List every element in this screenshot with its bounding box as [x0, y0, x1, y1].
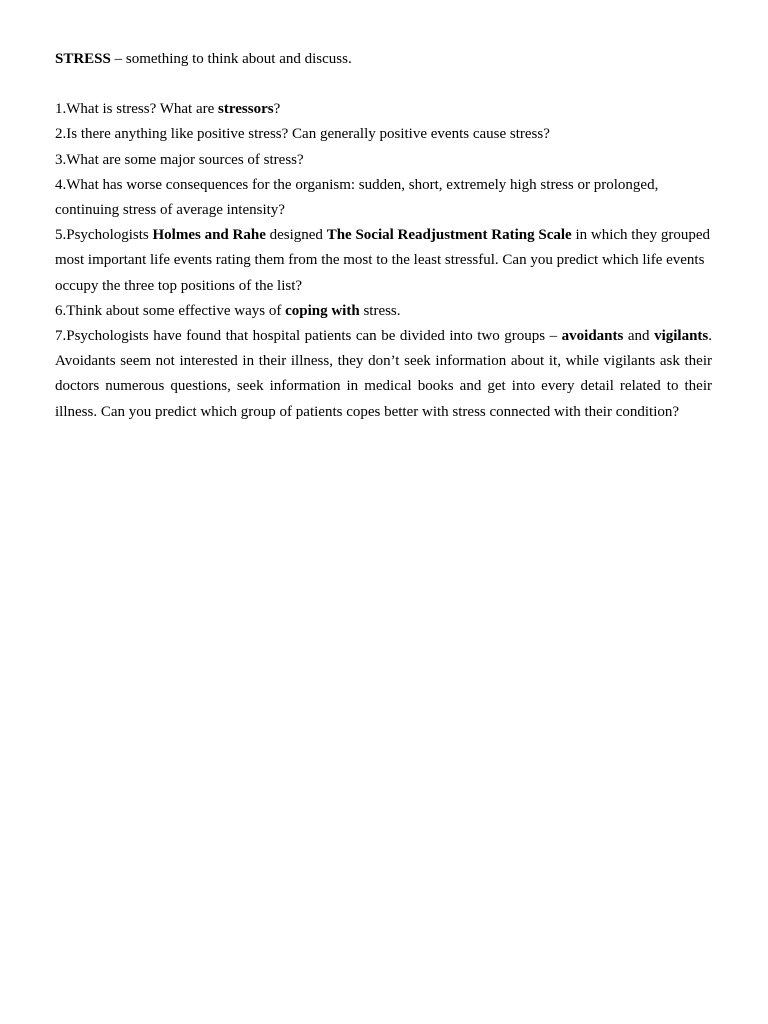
question-6 — [55, 299, 712, 324]
question-7-text-rest: . Avoidants seem not interested in their illness, they don’t seek information about it, while vigilants ask their doctors numerous questions, seek information in medical books and get into every detail related to their illness. Can you predict which group of patients copes better with stress connected with their condition? — [55, 328, 712, 420]
question-1-text: 1.What is stress? What are — [55, 101, 219, 118]
question-7-term-avoidants: avoidants — [561, 328, 624, 345]
question-1-end: ? — [273, 101, 281, 118]
heading-title: STRESS — [55, 51, 111, 67]
question-6-term-coping: coping with — [285, 302, 360, 319]
question-5-term-holmes-rahe: Holmes and Rahe — [152, 227, 266, 244]
question-6-text: 6.Think about some effective ways of — [55, 302, 286, 319]
question-7-text-and: and — [623, 328, 655, 345]
question-3-text: 3.What are some major sources of stress? — [55, 151, 304, 168]
question-2 — [55, 122, 712, 147]
document-page — [55, 47, 712, 425]
question-3 — [55, 148, 712, 173]
question-1-term-stressors: stressors — [218, 101, 274, 118]
question-4-text: 4.What has worse consequences for the organism: sudden, short, extremely high stress or prolonged, continuing stress of average intensity? — [55, 176, 659, 219]
question-5 — [55, 223, 712, 299]
question-list — [55, 97, 712, 425]
question-2-text: 2.Is there anything like positive stress? Can generally positive events cause stress? — [55, 126, 550, 143]
question-4 — [55, 173, 712, 223]
question-7-term-vigilants: vigilants — [654, 328, 709, 345]
question-5-term-scale: The Social Readjustment Rating Scale — [326, 227, 572, 244]
question-6-end: stress. — [359, 302, 401, 319]
question-5-text-designed: designed — [265, 227, 327, 244]
question-1 — [55, 97, 712, 122]
question-5-text: 5.Psychologists — [55, 227, 153, 244]
heading-subtitle: – something to think about and discuss. — [110, 51, 352, 67]
question-5-text-rest: in which they grouped most important life events rating them from the most to the least stressful. Can you predict which life events occupy the three top positions of the list? — [55, 227, 710, 294]
question-7-text: 7.Psychologists have found that hospital patients can be divided into two groups – — [55, 328, 562, 345]
question-7 — [55, 324, 712, 425]
document-heading — [55, 47, 712, 72]
